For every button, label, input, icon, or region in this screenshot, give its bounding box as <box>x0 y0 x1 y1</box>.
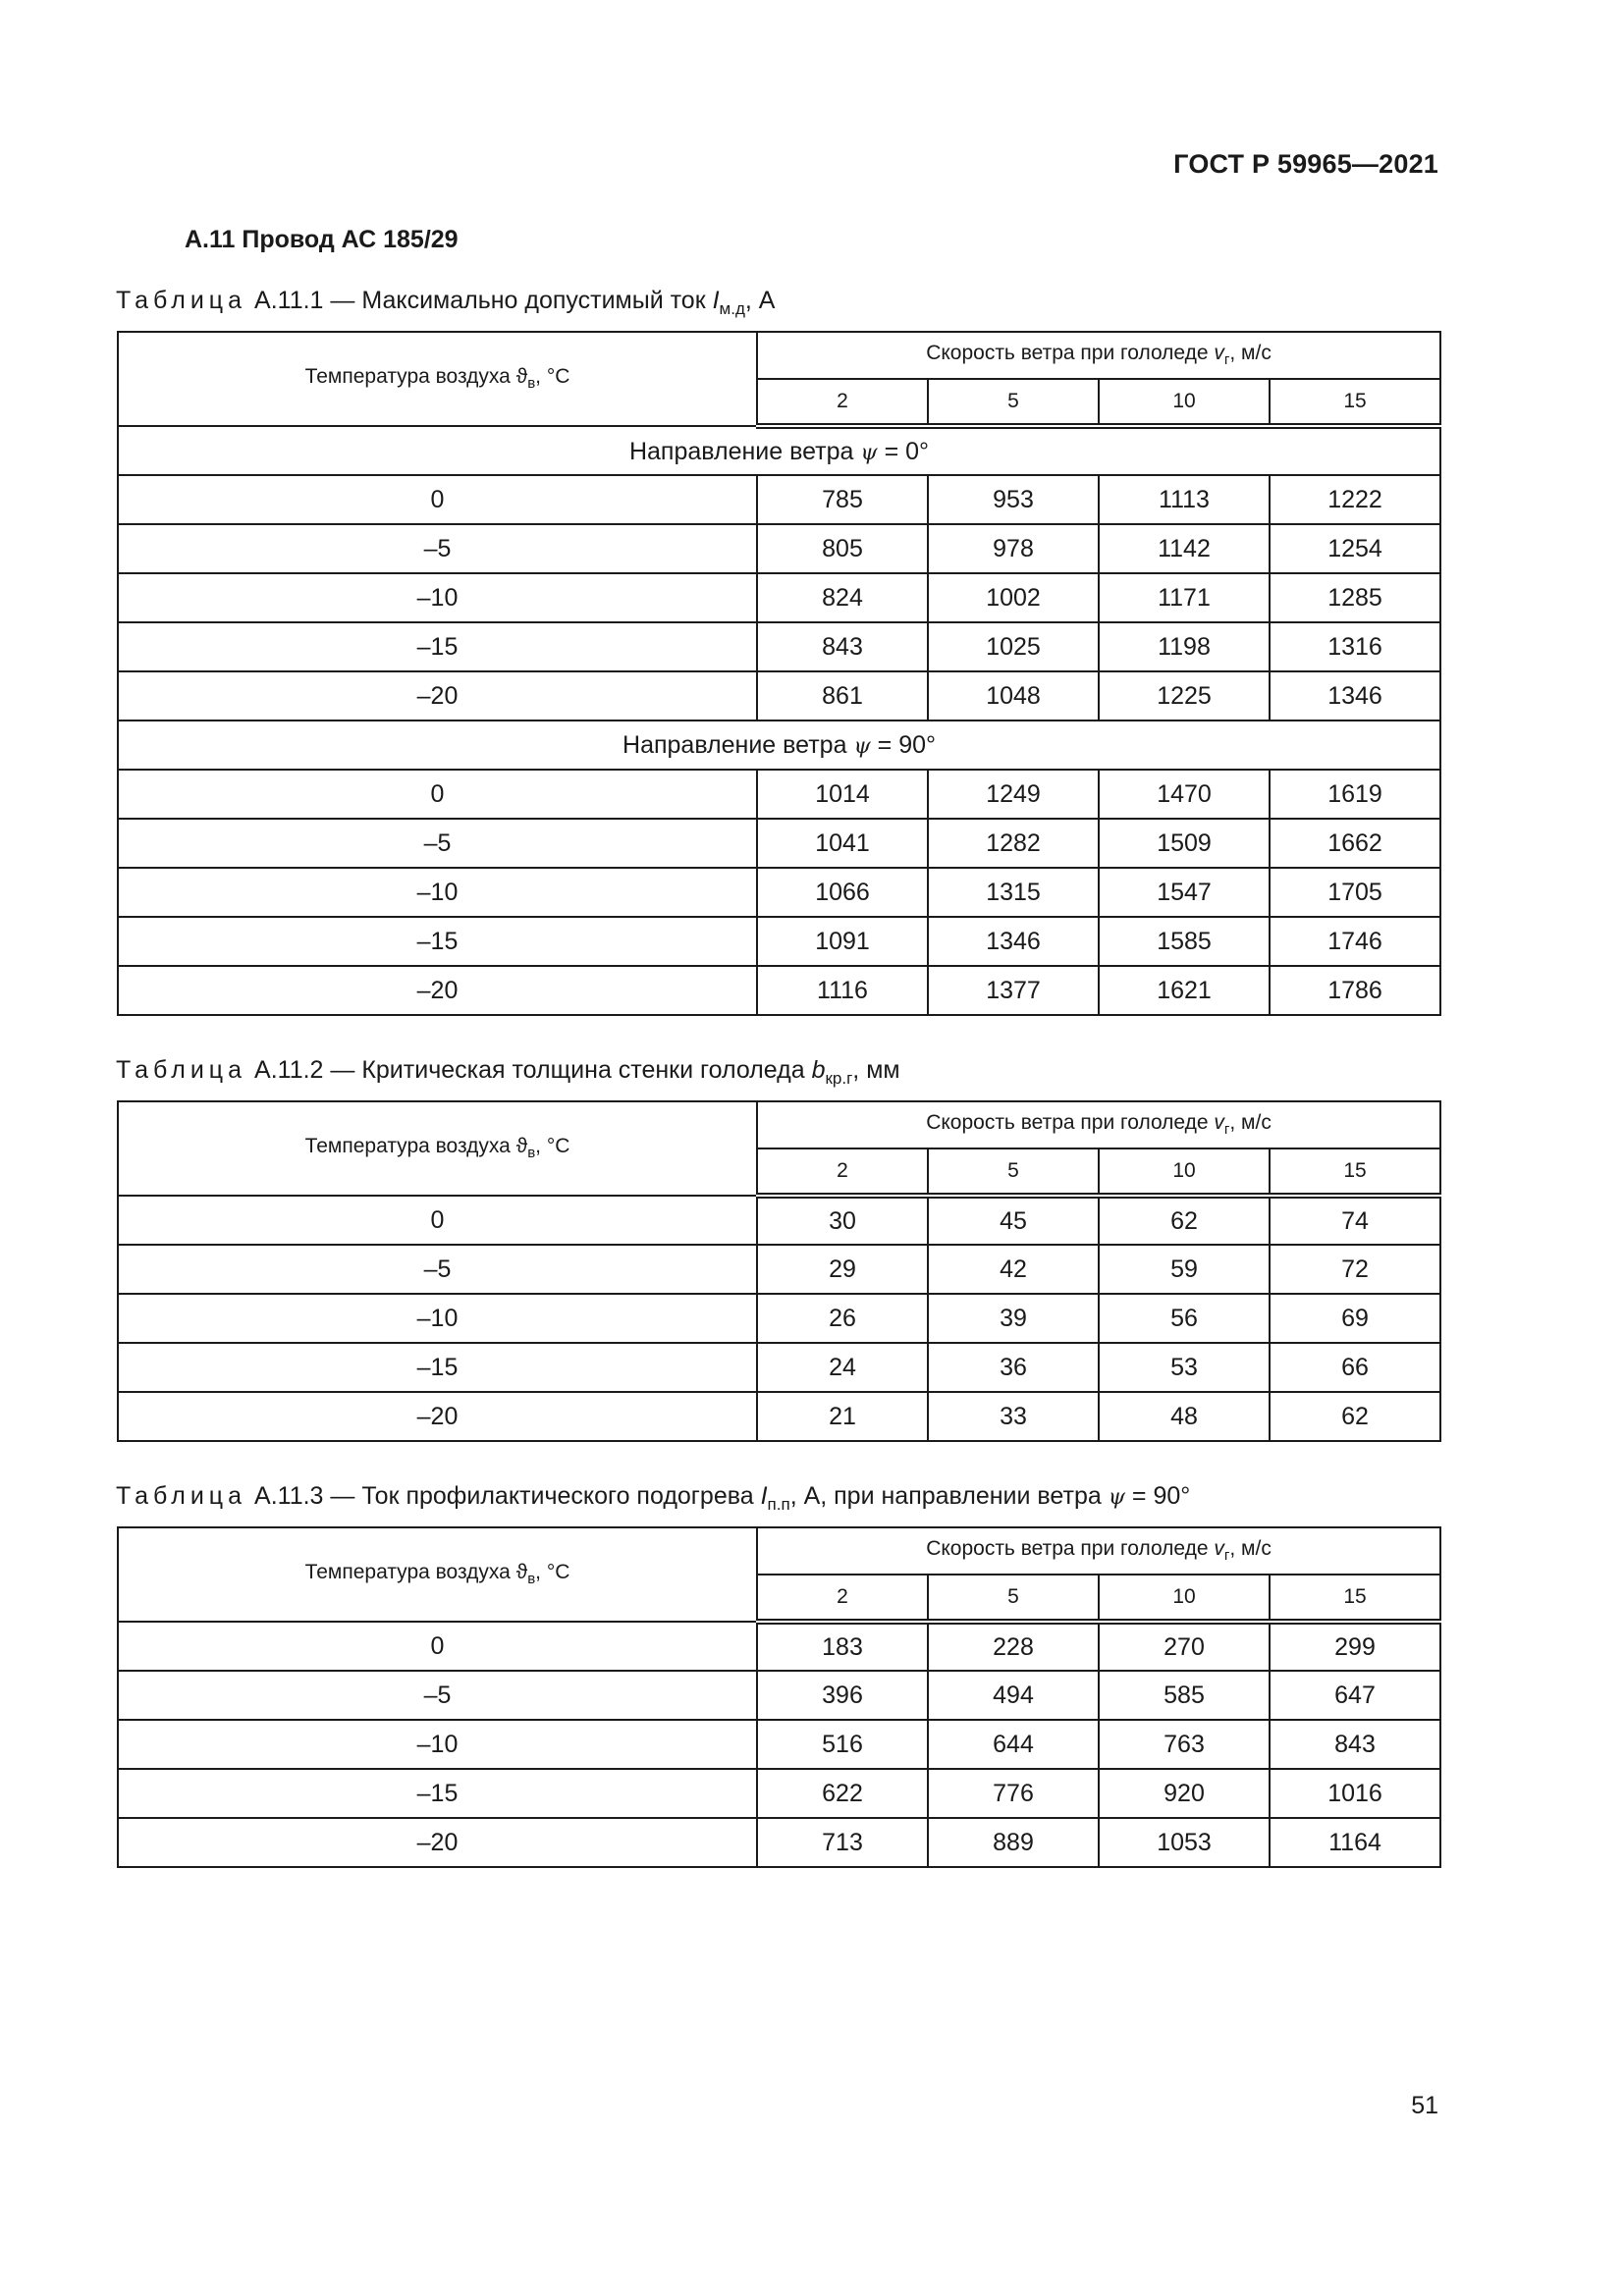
cell-value: 785 <box>757 475 928 524</box>
cell-value: 713 <box>757 1818 928 1867</box>
cell-temp: –5 <box>118 819 757 868</box>
header-speed: 2 <box>757 379 928 426</box>
cell-value: 1346 <box>1270 671 1440 721</box>
cell-value: 33 <box>928 1392 1099 1441</box>
table-row <box>118 524 1440 573</box>
cell-temp: –20 <box>118 1818 757 1867</box>
cell-value: 1053 <box>1099 1818 1270 1867</box>
temp-unit: , °С <box>535 1135 570 1158</box>
table-row <box>118 1196 1440 1245</box>
cell-value: 1225 <box>1099 671 1270 721</box>
cell-temp: –20 <box>118 671 757 721</box>
table2-caption <box>116 1056 900 1089</box>
cell-temp: 0 <box>118 475 757 524</box>
cell-value: 978 <box>928 524 1099 573</box>
temp-sub: в <box>527 375 536 393</box>
cell-value: 1346 <box>928 917 1099 966</box>
cell-temp: –15 <box>118 1343 757 1392</box>
table-row <box>118 1671 1440 1720</box>
cell-value: 36 <box>928 1343 1099 1392</box>
section-row-wind-direction <box>118 721 1440 770</box>
wind-unit: , м/с <box>1229 1111 1272 1135</box>
cell-value: 30 <box>757 1196 928 1245</box>
wind-label: Скорость ветра при гололеде <box>926 1111 1215 1135</box>
cell-value: 62 <box>1099 1196 1270 1245</box>
cell-value: 183 <box>757 1622 928 1671</box>
wind-var: v <box>1214 1111 1224 1135</box>
caption-tail: = 90° <box>1124 1482 1191 1510</box>
table-row <box>118 917 1440 966</box>
table-row <box>118 1769 1440 1818</box>
table-row <box>118 671 1440 721</box>
cell-value: 69 <box>1270 1294 1440 1343</box>
cell-value: 1621 <box>1099 966 1270 1015</box>
cell-temp: –10 <box>118 868 757 917</box>
cell-temp: –15 <box>118 917 757 966</box>
section-value: = 90° <box>870 730 936 759</box>
cell-value: 66 <box>1270 1343 1440 1392</box>
caption-subscript: п.п <box>767 1495 790 1514</box>
header-speed: 15 <box>1270 1575 1440 1622</box>
header-speed: 10 <box>1099 1575 1270 1622</box>
cell-value: 21 <box>757 1392 928 1441</box>
cell-value: 1048 <box>928 671 1099 721</box>
caption-text: А.11.2 — Критическая толщина стенки гололеда <box>254 1056 812 1084</box>
wind-var: v <box>1214 1537 1224 1561</box>
cell-value: 889 <box>928 1818 1099 1867</box>
wind-label: Скорость ветра при гололеде <box>926 342 1215 365</box>
cell-value: 42 <box>928 1245 1099 1294</box>
document-designation: ГОСТ Р 59965—2021 <box>1173 149 1438 179</box>
caption-unit: , мм <box>852 1056 900 1084</box>
cell-value: 843 <box>757 622 928 671</box>
header-speed: 2 <box>757 1148 928 1196</box>
header-speed: 15 <box>1270 1148 1440 1196</box>
cell-value: 59 <box>1099 1245 1270 1294</box>
caption-prefix: Таблица <box>116 287 247 314</box>
cell-value: 1016 <box>1270 1769 1440 1818</box>
table-row <box>118 1392 1440 1441</box>
cell-temp: –5 <box>118 1245 757 1294</box>
header-speed: 5 <box>928 1575 1099 1622</box>
cell-value: 62 <box>1270 1392 1440 1441</box>
cell-value: 29 <box>757 1245 928 1294</box>
cell-value: 270 <box>1099 1622 1270 1671</box>
table-row <box>118 819 1440 868</box>
caption-prefix: Таблица <box>116 1056 247 1084</box>
caption-unit: , А, при направлении ветра <box>789 1482 1109 1510</box>
header-speed: 2 <box>757 1575 928 1622</box>
temp-sub: в <box>527 1145 536 1162</box>
caption-text: А.11.1 — Максимально допустимый ток <box>254 287 713 314</box>
wind-sub: г <box>1223 1121 1230 1139</box>
header-speed: 10 <box>1099 1148 1270 1196</box>
cell-value: 622 <box>757 1769 928 1818</box>
psi-symbol: ψ <box>860 440 878 465</box>
cell-value: 647 <box>1270 1671 1440 1720</box>
cell-value: 1091 <box>757 917 928 966</box>
cell-value: 396 <box>757 1671 928 1720</box>
table-row <box>118 770 1440 819</box>
cell-value: 494 <box>928 1671 1099 1720</box>
cell-value: 1142 <box>1099 524 1270 573</box>
header-temperature <box>118 1527 757 1622</box>
table-row <box>118 573 1440 622</box>
header-temperature <box>118 1101 757 1196</box>
cell-value: 1113 <box>1099 475 1270 524</box>
cell-temp: –10 <box>118 1294 757 1343</box>
table1-caption <box>116 287 775 319</box>
cell-value: 1786 <box>1270 966 1440 1015</box>
table3-caption <box>116 1482 1190 1515</box>
cell-value: 1171 <box>1099 573 1270 622</box>
table-row <box>118 1622 1440 1671</box>
cell-value: 861 <box>757 671 928 721</box>
wind-sub: г <box>1223 1547 1230 1565</box>
cell-value: 1315 <box>928 868 1099 917</box>
cell-temp: 0 <box>118 770 757 819</box>
cell-value: 26 <box>757 1294 928 1343</box>
header-speed: 5 <box>928 379 1099 426</box>
cell-value: 56 <box>1099 1294 1270 1343</box>
cell-temp: –5 <box>118 524 757 573</box>
cell-value: 805 <box>757 524 928 573</box>
header-speed: 15 <box>1270 379 1440 426</box>
caption-variable: b <box>811 1056 826 1084</box>
page-number: 51 <box>1411 2092 1438 2119</box>
cell-value: 1377 <box>928 966 1099 1015</box>
cell-temp: –10 <box>118 1720 757 1769</box>
table-row <box>118 475 1440 524</box>
cell-value: 1705 <box>1270 868 1440 917</box>
cell-temp: –20 <box>118 1392 757 1441</box>
cell-temp: 0 <box>118 1622 757 1671</box>
table-row <box>118 868 1440 917</box>
cell-value: 763 <box>1099 1720 1270 1769</box>
cell-value: 24 <box>757 1343 928 1392</box>
cell-value: 1116 <box>757 966 928 1015</box>
cell-value: 920 <box>1099 1769 1270 1818</box>
table-row <box>118 1294 1440 1343</box>
cell-value: 1164 <box>1270 1818 1440 1867</box>
table-row <box>118 1818 1440 1867</box>
table-row <box>118 622 1440 671</box>
cell-value: 585 <box>1099 1671 1270 1720</box>
header-wind-speed <box>757 1101 1440 1148</box>
cell-value: 824 <box>757 573 928 622</box>
header-temperature <box>118 332 757 426</box>
cell-value: 1470 <box>1099 770 1270 819</box>
temp-label: Температура воздуха ϑ <box>304 1135 528 1158</box>
table-row <box>118 1245 1440 1294</box>
caption-subscript: м.д <box>719 299 745 318</box>
cell-value: 1025 <box>928 622 1099 671</box>
cell-value: 1316 <box>1270 622 1440 671</box>
cell-temp: –20 <box>118 966 757 1015</box>
caption-variable: I <box>712 287 720 314</box>
temp-label: Температура воздуха ϑ <box>304 365 528 389</box>
section-label: Направление ветра <box>623 730 854 759</box>
cell-temp: –10 <box>118 573 757 622</box>
section-title: А.11 Провод АС 185/29 <box>185 226 459 253</box>
cell-value: 1041 <box>757 819 928 868</box>
table-row <box>118 1720 1440 1769</box>
cell-temp: –15 <box>118 1769 757 1818</box>
table-critical-ice-thickness <box>117 1100 1441 1442</box>
wind-sub: г <box>1223 351 1230 369</box>
cell-value: 45 <box>928 1196 1099 1245</box>
section-label: Направление ветра <box>628 437 861 465</box>
table-preventive-heating-current <box>117 1526 1441 1868</box>
caption-unit: , А <box>744 287 776 314</box>
wind-var: v <box>1214 342 1224 365</box>
cell-value: 39 <box>928 1294 1099 1343</box>
cell-value: 1066 <box>757 868 928 917</box>
cell-value: 1249 <box>928 770 1099 819</box>
cell-value: 516 <box>757 1720 928 1769</box>
cell-value: 953 <box>928 475 1099 524</box>
cell-value: 1222 <box>1270 475 1440 524</box>
cell-value: 1002 <box>928 573 1099 622</box>
cell-value: 1285 <box>1270 573 1440 622</box>
caption-text: А.11.3 — Ток профилактического подогрева <box>254 1482 761 1510</box>
cell-value: 1662 <box>1270 819 1440 868</box>
psi-symbol: ψ <box>853 733 871 759</box>
section-row-wind-direction <box>118 426 1440 475</box>
wind-label: Скорость ветра при гололеде <box>926 1537 1215 1561</box>
header-wind-speed <box>757 1527 1440 1575</box>
cell-value: 74 <box>1270 1196 1440 1245</box>
cell-value: 1254 <box>1270 524 1440 573</box>
cell-value: 1014 <box>757 770 928 819</box>
header-wind-speed <box>757 332 1440 379</box>
table-max-current <box>117 331 1441 1016</box>
caption-subscript: кр.г <box>825 1069 853 1088</box>
cell-value: 48 <box>1099 1392 1270 1441</box>
cell-value: 228 <box>928 1622 1099 1671</box>
cell-temp: 0 <box>118 1196 757 1245</box>
cell-value: 1585 <box>1099 917 1270 966</box>
cell-value: 1547 <box>1099 868 1270 917</box>
header-speed: 5 <box>928 1148 1099 1196</box>
cell-value: 299 <box>1270 1622 1440 1671</box>
cell-value: 843 <box>1270 1720 1440 1769</box>
cell-temp: –5 <box>118 1671 757 1720</box>
temp-unit: , °С <box>535 365 570 389</box>
temp-sub: в <box>527 1571 536 1588</box>
cell-value: 1282 <box>928 819 1099 868</box>
cell-value: 1198 <box>1099 622 1270 671</box>
section-value: = 0° <box>877 437 930 465</box>
cell-value: 644 <box>928 1720 1099 1769</box>
table-row <box>118 966 1440 1015</box>
table-row <box>118 1343 1440 1392</box>
caption-variable: I <box>760 1482 768 1510</box>
cell-value: 1746 <box>1270 917 1440 966</box>
cell-value: 776 <box>928 1769 1099 1818</box>
temp-unit: , °С <box>535 1561 570 1584</box>
header-speed: 10 <box>1099 379 1270 426</box>
cell-value: 1509 <box>1099 819 1270 868</box>
cell-value: 1619 <box>1270 770 1440 819</box>
cell-value: 72 <box>1270 1245 1440 1294</box>
wind-unit: , м/с <box>1229 1537 1272 1561</box>
temp-label: Температура воздуха ϑ <box>304 1561 528 1584</box>
psi-symbol: ψ <box>1108 1485 1125 1510</box>
cell-value: 53 <box>1099 1343 1270 1392</box>
wind-unit: , м/с <box>1229 342 1272 365</box>
caption-prefix: Таблица <box>116 1482 247 1510</box>
cell-temp: –15 <box>118 622 757 671</box>
